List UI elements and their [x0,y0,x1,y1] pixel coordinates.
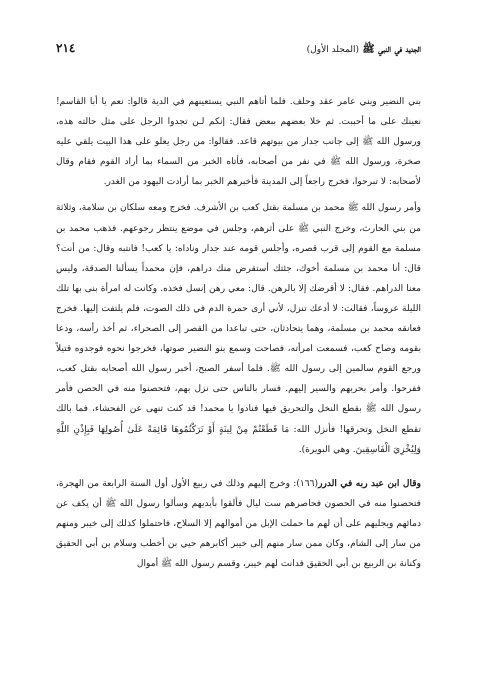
body-text [56,92,421,574]
running-header [56,41,421,57]
paragraph-1-text: بني النضير وبني عامر عقد وحلف. فلما أتاهم النبي يستعينهم في الدية قالوا: نعم يا أبا القاسم! نعينك على ما أحببت. ثم خلا بعضهم ببعض فقال: إنكم لـن تجدوا الرجل على مثل حالته هذه، ورسول الله ﷺ إلى جانب جدار من بيوتهم قاعد. فقالوا: من رجل يعلو على هذا البيت يلقي عليه صخرة، ورسول الله ﷺ في نفر من أصحابه، فأتاه الخبر من السماء بما أراد القوم فقام وقال لأصحابه: لا تبرحوا، فخرج راجعاً إلى المدينة فأخبرهم الخبر بما أرادت اليهود من الغدر. [56,97,421,188]
book-title: الجديد في النبي ﷺ [362,44,421,55]
paragraph-3 [56,474,421,574]
page-number: ٢١٤ [56,41,76,55]
paragraph-2 [56,198,421,459]
paragraph-1 [56,92,421,192]
volume-label: (المجلد الأول) [306,45,360,55]
paragraph-3-lead: وقال ابن عبد ربه في الدرر [318,477,421,489]
header-title-group [307,43,421,57]
paragraph-3-text: (١٦٦): وخرج إليهم وذلك في ربيع الأول أول السنة الرابعة من الهجرة، فتحصنوا منه في الحصون فحاصرهم ست ليال فألقوا بأيديهم وسألوا رسول الله ﷺ أن يكف عن دمائهم ويجليهم على أن لهم ما حملت الإبل من أموالهم إلا السلاح، فاحتملوا كذلك إلى خيبر ومنهم من سار إلى الشام، وكان ممن سار منهم إلى خيبر أكابرهم حيي بن أخطب وسلام بن أبي الحقيق وكنانة بن الربيع بن أبي الحقيق فدانت لهم خيبر، وقسم رسول الله ﷺ أموال [56,478,421,570]
paragraph-2-text: وأمر رسول الله ﷺ محمد بن مسلمة بقتل كعب بن الأشرف. فخرج ومعه سلكان بن سلامة، وثلاثة من بني الحارث، وخرج النبي ﷺ على أثرهم، وجلس في موضع ينتظر رجوعهم. فذهب محمد بن مسلمة مع القوم إلى قرب قصره، وأجلس قومه عند جدار وناداه: يا كعب! فانتبه وقال: من أنت؟ قال: أنا محمد بن مسلمة أخوك، جئتك أستقرض منك دراهم، فإن محمداً يسألنا الصدقة، وليس معنا الدراهم. فقال: لا أقرضك إلا بالرهن. قال: معي رهن إنسل فخذه. وكانت له امرأة بنى بها تلك الليلة عروساً، فقالت: لا أدعك تنزل، لأني أرى حمرة الدم في ذلك الصوت، فلم يلتفت إليها. فخرج فعانقه محمد بن مسلمة، وهما يتحادثان، حتى تباعدا من القصر إلى الصحراء، ثم أخذ رأسه، ودعا بقومه وصاح كعب، فسمعت امرأته، فصاحت وسمع بنو النضير صوتها، فخرجوا نحوه فوجدوه قتيلاً ورجع القوم سالمين إلى رسول الله ﷺ. فلما أسفر الصبح، أخبر رسول الله أصحابه بقتل كعب، ففرحوا. وأمر بحربهم والسير إليهم. فسار بالناس حتى نزل بهم، فتحصنوا منه في الحصن فأمر رسول الله ﷺ بقطع النخل والتحريق فيها فنادوا يا محمد! قد كنت تنهى عن الفحشاء، فما بالك تقطع النخل وتحرقها! فأنزل الله: مَا قَطَعْتُمْ مِنْ لِينَةٍ أَوْ تَرَكْتُمُوهَا قَائِمَةً عَلَىٰ أُصُولِهَا فَبِإِذْنِ اللَّهِ وَلِيُخْزِيَ الْفَاسِقِينَ. وهي البويرة). [56,203,421,455]
